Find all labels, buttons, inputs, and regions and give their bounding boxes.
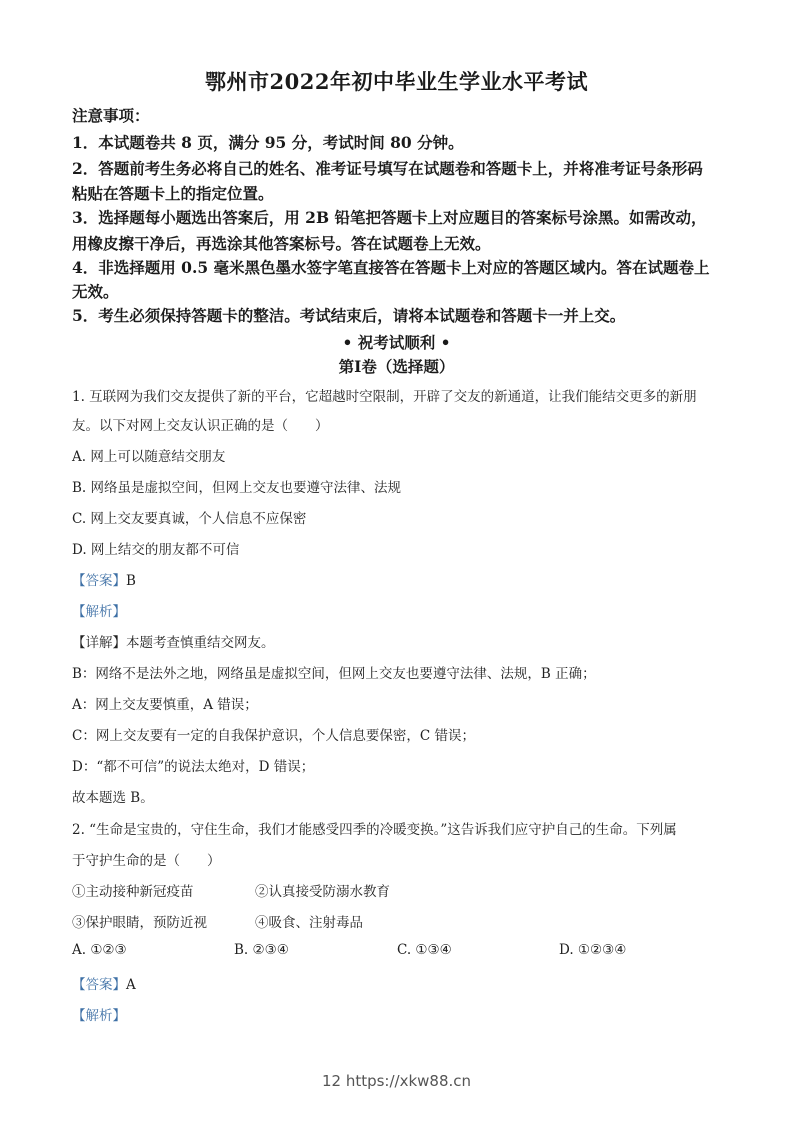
wish-line: • 祝考试顺利 •: [342, 333, 451, 352]
q1-option: D. 网上结交的朋友都不可信: [72, 542, 240, 558]
q1-detail: C：网上交友要有一定的自我保护意识，个人信息要保密，C 错误；: [72, 728, 475, 744]
q2-item: ③保护眼睛，预防近视: [72, 915, 207, 931]
answer-tag: 【答案】: [72, 573, 126, 589]
q1-option: A. 网上可以随意结交朋友: [72, 449, 226, 465]
notice-line: 3．选择题每小题选出答案后，用 2B 铅笔把答题卡上对应题目的答案标号涂黑。如需改动，: [72, 208, 707, 227]
answer-value: A: [126, 977, 136, 993]
page-footer: 12 https://xkw88.cn: [321, 1072, 472, 1090]
q1-stem: 友。以下对网上交友认识正确的是（ ）: [72, 418, 329, 434]
q2-analysis-tag: 【解析】: [72, 1008, 126, 1024]
q2-answer: [72, 973, 136, 993]
answer-tag: 【答案】: [72, 977, 126, 993]
notice-line: 1．本试题卷共 8 页，满分 95 分，考试时间 80 分钟。: [72, 133, 464, 152]
q1-detail: A：网上交友要慎重，A 错误；: [72, 697, 258, 713]
q1-stem: 1. 互联网为我们交友提供了新的平台，它超越时空限制，开辟了交友的新通道，让我们能结交更多的新朋: [72, 389, 697, 405]
q2-item: ①主动接种新冠疫苗: [72, 884, 194, 900]
q2-stem: 于守护生命的是（ ）: [72, 853, 221, 869]
answer-value: B: [126, 573, 136, 589]
q2-item: ④吸食、注射毒品: [255, 915, 363, 931]
q2-item: ②认真接受防溺水教育: [255, 884, 390, 900]
q1-detail: D：“都不可信”的说法太绝对，D 错误；: [72, 759, 315, 775]
notice-line: 粘贴在答题卡上的指定位置。: [72, 184, 274, 203]
q1-option: C. 网上交友要真诚，个人信息不应保密: [72, 511, 307, 527]
q1-detail: B：网络不是法外之地，网络虽是虚拟空间，但网上交友也要遵守法律、法规，B 正确；: [72, 666, 596, 682]
q2-option: B. ②③④: [234, 942, 289, 958]
section-heading: 第Ⅰ卷（选择题）: [338, 357, 455, 376]
q2-option: D. ①②③④: [559, 942, 627, 958]
notice-line: 用橡皮擦干净后，再选涂其他答案标号。答在试题卷上无效。: [72, 234, 491, 253]
q1-detail: 【详解】本题考查慎重结交网友。: [72, 635, 275, 651]
notice-line: 4．非选择题用 0.5 毫米黑色墨水签字笔直接答在答题卡上对应的答题区域内。答在试题卷上: [72, 258, 710, 277]
exam-title: 鄂州市2022年初中毕业生学业水平考试: [205, 69, 588, 94]
notice-line: 2．答题前考生务必将自己的姓名、准考证号填写在试题卷和答题卡上，并将准考证号条形码: [72, 159, 703, 178]
q2-option: A. ①②③: [72, 942, 127, 958]
q1-detail: 故本题选 B。: [72, 790, 154, 806]
q1-option: B. 网络虽是虚拟空间，但网上交友也要遵守法律、法规: [72, 480, 402, 496]
notice-heading: 注意事项：: [72, 106, 150, 125]
q2-stem: 2. “生命是宝贵的，守住生命，我们才能感受四季的冷暖变换。”这告诉我们应守护自己的生命。下列属: [72, 822, 677, 838]
q1-analysis-tag: 【解析】: [72, 604, 126, 620]
notice-line: 无效。: [72, 282, 119, 301]
q1-answer: [72, 569, 136, 589]
q2-option: C. ①③④: [397, 942, 452, 958]
notice-line: 5．考生必须保持答题卡的整洁。考试结束后，请将本试题卷和答题卡一并上交。: [72, 306, 626, 325]
